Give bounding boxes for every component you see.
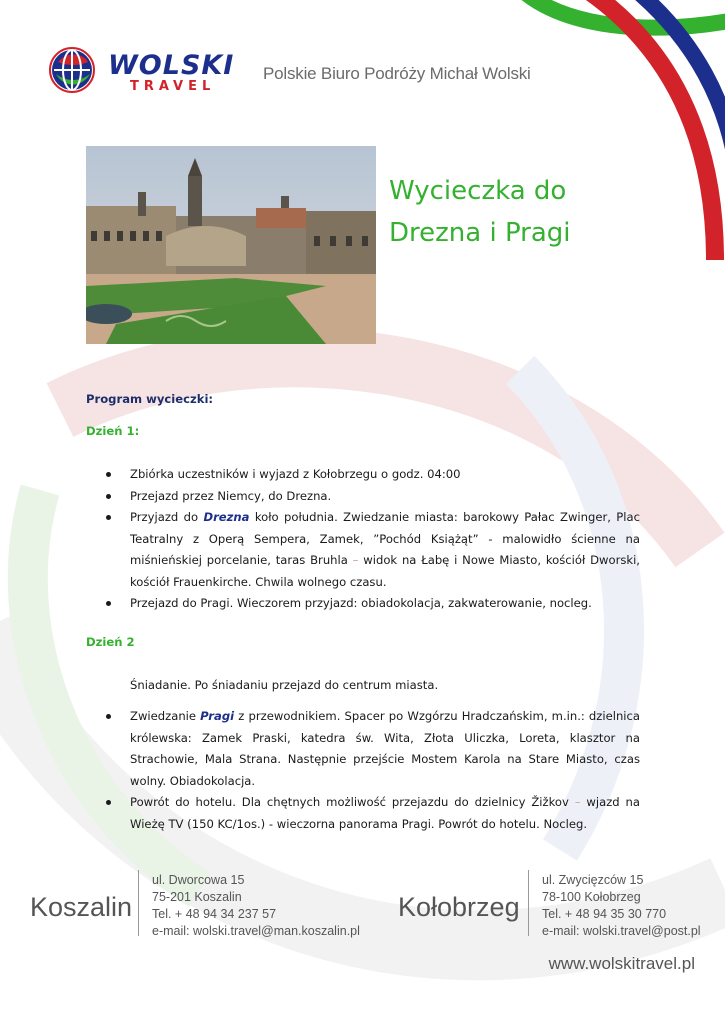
item-text: koło południa. Zwiedzanie miasta: barokowy Pałac Zwinger, Plac Teatralny z Operą Sempera, Zamek, ”Pochód Książąt” - malowidło ścienne na miśnieńskiej porcelanie, taras Bruhla (130, 510, 640, 567)
list-item: Zbiórka uczestników i wyjazd z Kołobrzegu o godz. 04:00 (86, 464, 640, 486)
dash: – (352, 553, 359, 567)
office-koszalin-address (152, 872, 360, 940)
day1-heading: Dzień 1: (86, 424, 140, 438)
address-phone: Tel. + 48 94 35 30 770 (542, 907, 667, 921)
logo-wordmark: WOLSKI (108, 50, 235, 81)
city-name-prague: Pragi (200, 709, 235, 723)
dash: – (574, 795, 581, 809)
footer-divider (528, 870, 529, 936)
title-line-2: Drezna i Pragi (389, 218, 571, 248)
list-item (86, 507, 640, 593)
item-text: wjazd na Wieżę TV (150 KC/1os.) - wieczorna panorama Pragi. Powrót do hotelu. Nocleg. (130, 795, 641, 831)
office-city-kolobrzeg: Kołobrzeg (398, 892, 520, 922)
page-title (389, 170, 689, 254)
item-text: Powrót do hotelu. Dla chętnych możliwość przejazdu do dzielnicy Žižkov (130, 795, 575, 809)
company-tagline: Polskie Biuro Podróży Michał Wolski (263, 64, 531, 83)
day2-heading: Dzień 2 (86, 634, 135, 649)
logo-subtitle: TRAVEL (130, 79, 216, 94)
address-street: ul. Dworcowa 15 (152, 873, 245, 887)
office-kolobrzeg-address (542, 872, 701, 940)
address-zip: 75-201 Koszalin (152, 890, 242, 904)
list-item: Przejazd do Pragi. Wieczorem przyjazd: obiadokolacja, zakwaterowanie, nocleg. (86, 593, 640, 615)
address-zip: 78-100 Kołobrzeg (542, 890, 641, 904)
list-item (86, 792, 640, 835)
website-link[interactable]: www.wolskitravel.pl (548, 954, 695, 973)
program-heading: Program wycieczki: (86, 392, 214, 406)
address-email[interactable]: e-mail: wolski.travel@man.koszalin.pl (152, 924, 360, 938)
list-item: Przejazd przez Niemcy, do Drezna. (86, 486, 640, 508)
day2-list (86, 706, 640, 835)
item-text: Przyjazd do (130, 510, 204, 524)
program-content (86, 392, 640, 855)
day2-intro: Śniadanie. Po śniadaniu przejazd do centrum miasta. (130, 677, 439, 692)
address-phone: Tel. + 48 94 34 237 57 (152, 907, 277, 921)
item-text: widok na Łabę i Nowe Miasto, kościół Dworski, kościół Frauenkirche. Chwila wolnego czasu. (130, 553, 640, 589)
city-name-dresden: Drezna (203, 510, 250, 524)
address-email[interactable]: e-mail: wolski.travel@post.pl (542, 924, 701, 938)
zwinger-palace-photo (86, 146, 376, 344)
office-city-koszalin: Koszalin (30, 892, 133, 922)
day1-list (86, 464, 640, 615)
list-item (86, 706, 640, 792)
footer-divider (138, 870, 139, 936)
address-street: ul. Zwycięzców 15 (542, 873, 644, 887)
item-text: Zwiedzanie (130, 709, 201, 723)
title-line-1: Wycieczka do (389, 176, 567, 206)
item-text: z przewodnikiem. Spacer po Wzgórzu Hradczańskim, m.in.: dzielnica królewska: Zamek Praski, katedra św. Wita, Złota Uliczka, Loreta, klasztor na Strachowie, Mala Strana. Następnie przejście Mostem Karola na Stare Miasto, czas wolny. Obiadokolacja. (130, 709, 640, 788)
